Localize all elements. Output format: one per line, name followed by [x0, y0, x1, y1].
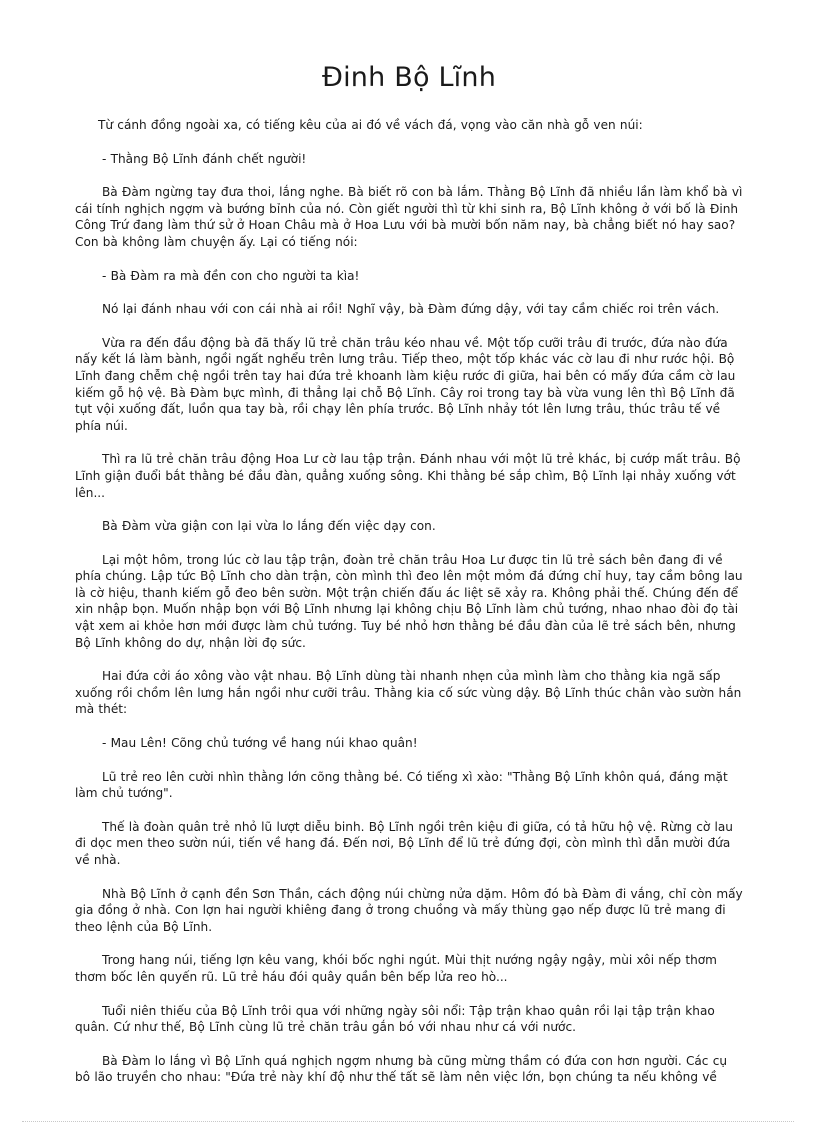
document-page	[75, 58, 743, 1103]
paragraph: Lại một hôm, trong lúc cờ lau tập trận, đoàn trẻ chăn trâu Hoa Lư được tin lũ trẻ sách bên đang đi về phía chúng. Lập tức Bộ Lĩnh cho dàn trận, còn mình thì đeo lên một mỏm đá đứng chỉ huy, tay cầm bông lau là cờ hiệu, thanh kiếm gỗ đeo bên sườn. Một trận chiến đấu ác liệt sẽ xảy ra. Không phải thế. Chúng đến để xin nhập bọn. Muốn nhập bọn với Bộ Lĩnh nhưng lại không chịu Bộ Lĩnh làm chủ tướng, nhao nhao đòi đọ tài vật xem ai khỏe hơn mới được làm chủ tướng. Tuy bé nhỏ hơn thằng bé đầu đàn của lẽ trẻ sách bên, nhưng Bộ Lĩnh không do dự, nhận lời đọ sức.	[75, 552, 743, 650]
paragraph: - Bà Đàm ra mà đền con cho người ta kìa!	[102, 268, 360, 283]
paragraph: Bà Đàm vừa giận con lại vừa lo lắng đến việc dạy con.	[102, 519, 436, 534]
document-body	[75, 117, 743, 1086]
paragraph: Bà Đàm lo lắng vì Bộ Lĩnh quá nghịch ngợm nhưng bà cũng mừng thầm có đứa con hơn người. Các cụ bô lão truyền cho nhau: "Đứa trẻ này khí độ như thế tất sẽ làm nên việc lớn, bọn chúng ta nếu không về	[75, 1053, 728, 1085]
paragraph: Hai đứa cởi áo xông vào vật nhau. Bộ Lĩnh dùng tài nhanh nhẹn của mình làm cho thằng kia ngã sấp xuống rồi chồm lên lưng hắn ngồi như cưỡi trâu. Thằng kia cố sức vùng dậy. Bộ Lĩnh thúc chân vào sườn hắn mà thét:	[75, 669, 742, 717]
paragraph: Nó lại đánh nhau với con cái nhà ai rồi! Nghĩ vậy, bà Đàm đứng dậy, với tay cầm chiếc roi trên vách.	[102, 302, 720, 317]
paragraph: Bà Đàm ngừng tay đưa thoi, lắng nghe. Bà biết rõ con bà lắm. Thằng Bộ Lĩnh đã nhiều lần làm khổ bà vì cái tính nghịch ngợm và bướng bỉnh của nó. Còn giết người thì từ khi sinh ra, Bộ Lĩnh không ở với bố là Đinh Công Trứ đang làm thứ sử ở Hoan Châu mà ở Hoa Lưu với bà mười bốn năm nay, bà chẳng biết nó hay sao? Con bà không làm chuyện ấy. Lại có tiếng nói:	[75, 185, 743, 249]
page-bottom-divider	[22, 1121, 794, 1122]
paragraph: - Mau Lên! Cõng chủ tướng về hang núi khao quân!	[102, 736, 418, 751]
paragraph: - Thằng Bộ Lĩnh đánh chết người!	[102, 151, 307, 166]
paragraph: Thế là đoàn quân trẻ nhỏ lũ lượt diễu binh. Bộ Lĩnh ngồi trên kiệu đi giữa, có tả hữu hộ vệ. Rừng cờ lau đi dọc men theo sườn núi, tiến về hang đá. Đến nơi, Bộ Lĩnh để lũ trẻ đứng đợi, còn mình thì dẫn mười đứa về nhà.	[75, 819, 733, 867]
paragraph: Nhà Bộ Lĩnh ở cạnh đền Sơn Thần, cách động núi chừng nửa dặm. Hôm đó bà Đàm đi vắng, chỉ còn mấy gia đồng ở nhà. Con lợn hai người khiêng đang ở trong chuồng và mấy thùng gạo nếp được lũ trẻ mang đi theo lệnh của Bộ Lĩnh.	[75, 886, 743, 934]
paragraph: Trong hang núi, tiếng lợn kêu vang, khói bốc nghi ngút. Mùi thịt nướng ngậy ngậy, mùi xôi nếp thơm thơm bốc lên quyến rũ. Lũ trẻ háu đói quây quần bên bếp lửa reo hò...	[75, 953, 717, 984]
paragraph: Từ cánh đồng ngoài xa, có tiếng kêu của ai đó về vách đá, vọng vào căn nhà gỗ ven núi:	[98, 118, 643, 132]
paragraph: Vừa ra đến đầu động bà đã thấy lũ trẻ chăn trâu kéo nhau về. Một tốp cưỡi trâu đi trước, đứa nào đứa nấy kết lá làm bành, ngồi ngất nghểu trên lưng trâu. Tiếp theo, một tốp khác vác cờ lau đi như rước hội. Bộ Lĩnh đang chễm chệ ngồi trên tay hai đứa trẻ khoanh làm kiệu rước đi giữa, hai bên có mấy đứa cầm cờ lau kiếm gỗ hộ vệ. Bà Đàm bực mình, đi thẳng lại chỗ Bộ Lĩnh. Cây roi trong tay bà vừa vung lên thì Bộ Lĩnh đã tụt vội xuống đất, luồn qua tay bà, rồi chạy lên phía trước. Bộ Lĩnh nhảy tót lên lưng trâu, thúc trâu tế về phía núi.	[75, 335, 736, 433]
paragraph: Lũ trẻ reo lên cười nhìn thằng lớn cõng thằng bé. Có tiếng xì xào: "Thằng Bộ Lĩnh khôn quá, đáng mặt làm chủ tướng".	[75, 769, 728, 801]
document-title: Đinh Bộ Lĩnh	[321, 62, 497, 93]
paragraph: Tuổi niên thiếu của Bộ Lĩnh trôi qua với những ngày sôi nổi: Tập trận khao quân rồi lại tập trận khao quân. Cứ như thế, Bộ Lĩnh cùng lũ trẻ chăn trâu gắn bó với nhau như cá với nước.	[75, 1003, 715, 1035]
paragraph: Thì ra lũ trẻ chăn trâu động Hoa Lư cờ lau tập trận. Đánh nhau với một lũ trẻ khác, bị cướp mất trâu. Bộ Lĩnh giận đuổi bắt thằng bé đầu đàn, quẳng xuống sông. Khi thằng bé sắp chìm, Bộ Lĩnh lại nhảy xuống vớt lên...	[75, 452, 741, 500]
